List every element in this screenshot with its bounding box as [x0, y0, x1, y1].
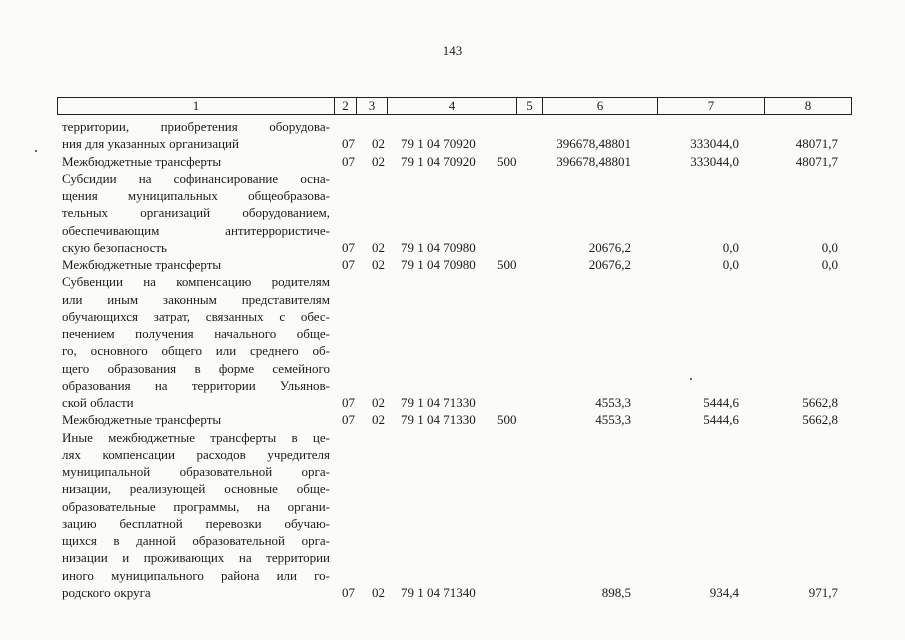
target-article-code: 79 1 04 71330 [401, 412, 476, 428]
column-header: 7 [658, 98, 765, 115]
amount-col-7: 934,4 [709, 584, 739, 600]
section-code: 07 [342, 584, 355, 600]
row-description: иного муниципального района или го- [62, 567, 330, 583]
section-code: 07 [342, 412, 355, 428]
amount-col-6: 396678,48801 [556, 136, 631, 152]
row-description: ской области [62, 395, 134, 410]
table-row [0, 549, 905, 566]
table-row [0, 170, 905, 187]
section-code: 07 [342, 153, 355, 169]
column-header-table [57, 97, 852, 115]
amount-col-8: 5662,8 [802, 412, 838, 428]
column-header-row [58, 98, 852, 115]
subsection-code: 02 [372, 412, 385, 428]
table-row [0, 429, 905, 446]
row-description: образования на территории Ульянов- [62, 377, 330, 393]
target-article-code: 79 1 04 70980 [401, 239, 476, 255]
row-description: Иные межбюджетные трансферты в це- [62, 429, 330, 445]
amount-col-8: 48071,7 [795, 136, 838, 152]
expense-type-code: 500 [497, 257, 517, 272]
subsection-code: 02 [372, 136, 385, 152]
row-description: родского округа [62, 584, 151, 600]
subsection-code: 02 [372, 153, 385, 169]
table-row [0, 463, 905, 480]
table-row [0, 411, 905, 428]
amount-col-8: 0,0 [821, 239, 838, 255]
table-row [0, 204, 905, 221]
table-row [0, 222, 905, 239]
column-header: 5 [517, 98, 543, 115]
table-row [0, 308, 905, 325]
column-header: 6 [543, 98, 658, 115]
page-number: 143 [442, 43, 463, 58]
column-header: 8 [765, 98, 852, 115]
row-description: лях компенсации расходов учредителя [62, 446, 330, 462]
row-description: территории, приобретения оборудова- [62, 119, 330, 134]
amount-col-6: 4553,3 [595, 395, 631, 410]
amount-col-7: 0,0 [722, 239, 739, 255]
row-description: тельных организаций оборудованием, [62, 205, 330, 221]
table-row [0, 273, 905, 290]
expense-type-code: 500 [497, 412, 517, 428]
amount-col-7: 0,0 [722, 257, 739, 272]
table-row [0, 118, 905, 135]
row-description: печением получения начального обще- [62, 326, 330, 341]
table-row [0, 498, 905, 515]
table-row [0, 532, 905, 549]
row-description: го, основного общего или среднего об- [62, 343, 330, 359]
table-row [0, 584, 905, 601]
table-row [0, 135, 905, 152]
row-description: Субсидии на софинансирование осна- [62, 170, 330, 186]
target-article-code: 79 1 04 70920 [401, 153, 476, 169]
section-code: 07 [342, 395, 355, 410]
amount-col-6: 20676,2 [588, 239, 631, 255]
table-row [0, 446, 905, 463]
amount-col-7: 5444,6 [703, 395, 739, 410]
table-row [0, 567, 905, 584]
row-description: или иным законным представителям [62, 291, 330, 307]
column-header: 1 [58, 98, 335, 115]
amount-col-6: 20676,2 [588, 257, 631, 272]
column-header: 3 [357, 98, 388, 115]
column-header: 2 [335, 98, 357, 115]
scan-speck [690, 378, 692, 380]
table-row [0, 515, 905, 532]
amount-col-6: 396678,48801 [556, 153, 631, 169]
subsection-code: 02 [372, 239, 385, 255]
table-row [0, 291, 905, 308]
target-article-code: 79 1 04 70920 [401, 136, 476, 152]
row-description: обучающихся затрат, связанных с обес- [62, 308, 330, 324]
subsection-code: 02 [372, 257, 385, 272]
row-description: щего образования в форме семейного [62, 360, 330, 376]
row-description: Межбюджетные трансферты [62, 412, 222, 428]
section-code: 07 [342, 239, 355, 255]
row-description: Межбюджетные трансферты [62, 153, 222, 169]
scan-speck [35, 150, 37, 152]
target-article-code: 79 1 04 71340 [401, 584, 476, 600]
row-description: ния для указанных организаций [62, 136, 239, 152]
section-code: 07 [342, 257, 355, 272]
table-row [0, 325, 905, 342]
table-row [0, 342, 905, 359]
amount-col-7: 333044,0 [690, 136, 739, 152]
row-description: щения муниципальных общеобразова- [62, 188, 330, 203]
expense-type-code: 500 [497, 153, 517, 169]
amount-col-6: 4553,3 [595, 412, 631, 428]
column-header: 4 [388, 98, 517, 115]
table-row [0, 256, 905, 273]
table-row [0, 153, 905, 170]
row-description: образовательные программы, на органи- [62, 498, 330, 514]
amount-col-8: 0,0 [821, 257, 838, 272]
subsection-code: 02 [372, 584, 385, 600]
amount-col-7: 333044,0 [690, 153, 739, 169]
row-description: Межбюджетные трансферты [62, 257, 222, 272]
target-article-code: 79 1 04 71330 [401, 395, 476, 410]
amount-col-6: 898,5 [601, 584, 631, 600]
table-row [0, 239, 905, 256]
table-row [0, 360, 905, 377]
row-description: муниципальной образовательной орга- [62, 464, 330, 479]
table-row [0, 377, 905, 394]
row-description: обеспечивающим антитеррористиче- [62, 222, 330, 238]
table-row [0, 480, 905, 497]
section-code: 07 [342, 136, 355, 152]
subsection-code: 02 [372, 395, 385, 410]
row-description: низации, реализующей основные обще- [62, 481, 330, 497]
row-description: Субвенции на компенсацию родителям [62, 274, 330, 290]
row-description: низации и проживающих на территории [62, 550, 330, 566]
target-article-code: 79 1 04 70980 [401, 257, 476, 272]
amount-col-8: 971,7 [808, 584, 838, 600]
amount-col-8: 48071,7 [795, 153, 838, 169]
row-description: скую безопасность [62, 239, 167, 255]
row-description: зацию бесплатной перевозки обучаю- [62, 515, 330, 531]
row-description: щихся в данной образовательной орга- [62, 533, 330, 548]
table-row [0, 394, 905, 411]
table-row [0, 187, 905, 204]
amount-col-7: 5444,6 [703, 412, 739, 428]
amount-col-8: 5662,8 [802, 395, 838, 410]
